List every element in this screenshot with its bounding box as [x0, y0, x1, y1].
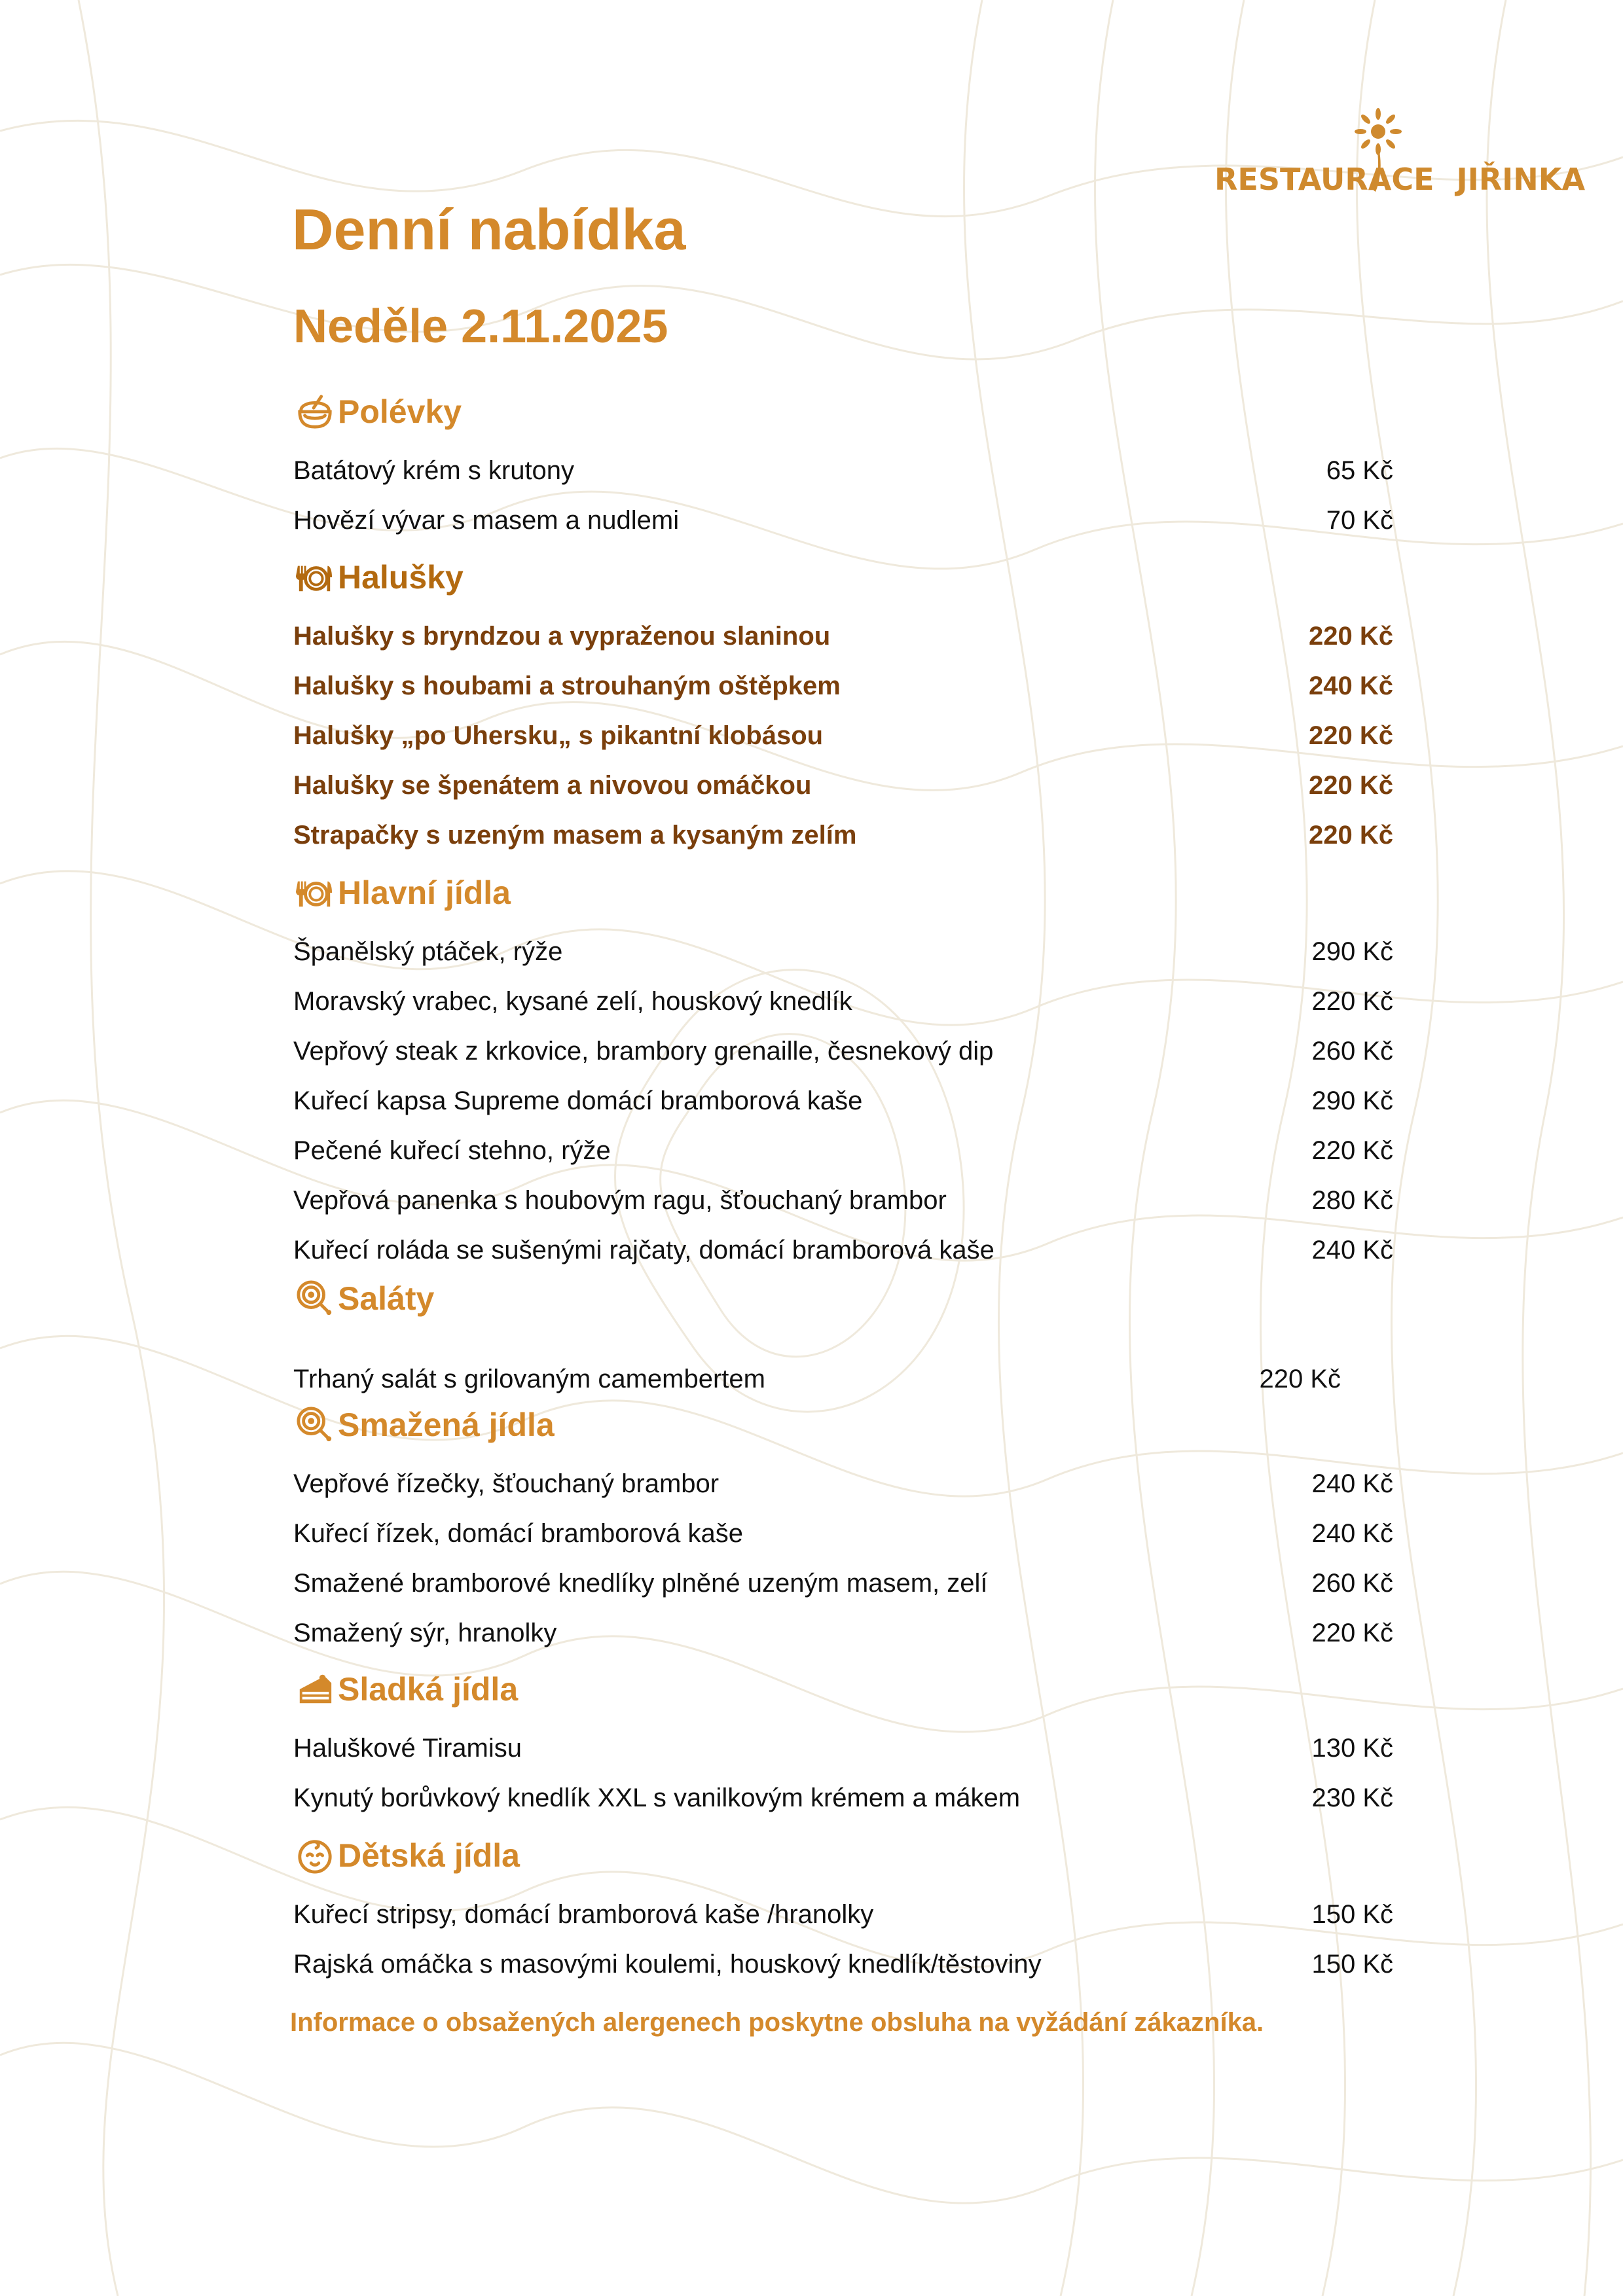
menu-item-name: Vepřové řízečky, šťouchaný brambor: [293, 1469, 720, 1498]
baby-face-icon: [296, 1837, 334, 1874]
menu-item: [293, 622, 1393, 661]
section-header: [296, 1837, 520, 1874]
plate-cutlery-icon: [296, 558, 334, 596]
menu-item-name: Moravský vrabec, kysané zelí, houskový knedlík: [293, 987, 852, 1016]
section-header: [296, 1670, 518, 1708]
menu-item-price: 220 Kč: [1259, 1365, 1341, 1393]
menu-item-name: Španělský ptáček, rýže: [293, 937, 563, 966]
menu-item-name: Smažený sýr, hranolky: [293, 1619, 557, 1647]
section-header: [296, 1406, 555, 1444]
menu-item-price: 150 Kč: [1311, 1950, 1393, 1979]
section-header: [296, 393, 462, 431]
menu-item-price: 220 Kč: [1309, 771, 1393, 800]
menu-item: [293, 672, 1393, 711]
menu-item-price: 260 Kč: [1311, 1569, 1393, 1598]
menu-item-name: Kuřecí roláda se sušenými rajčaty, domácí bramborová kaše: [293, 1236, 994, 1265]
menu-item-price: 260 Kč: [1311, 1037, 1393, 1066]
page-title: Denní nabídka: [292, 197, 686, 262]
menu-item-name: Kynutý borůvkový knedlík XXL s vanilkovým krémem a mákem: [293, 1784, 1021, 1812]
menu-item-price: 240 Kč: [1311, 1236, 1393, 1265]
frying-pan-egg-icon: [296, 1406, 334, 1444]
section-header: [296, 558, 464, 596]
section-title: Dětská jídla: [338, 1837, 520, 1874]
menu-item-price: 130 Kč: [1311, 1734, 1393, 1763]
menu-date: Neděle 2.11.2025: [293, 300, 668, 353]
section-title: Saláty: [338, 1280, 435, 1317]
section-title: Halušky: [338, 559, 464, 596]
menu-item: [293, 1900, 1393, 1939]
menu-item: [293, 1619, 1393, 1658]
logo-wordmark: [1214, 162, 1585, 197]
allergen-note: Informace o obsažených alergenech poskytne obsluha na vyžádání zákazníka.: [290, 2008, 1264, 2037]
menu-item: [293, 937, 1393, 977]
menu-item-name: Haluškové Tiramisu: [293, 1734, 522, 1763]
menu-item: [293, 1784, 1393, 1823]
menu-item-name: Smažené bramborové knedlíky plněné uzeným masem, zelí: [293, 1569, 988, 1598]
menu-item-price: 240 Kč: [1309, 672, 1393, 700]
menu-item: [293, 1136, 1393, 1175]
menu-item-price: 240 Kč: [1311, 1519, 1393, 1548]
menu-item-price: 220 Kč: [1309, 721, 1393, 750]
menu-item: [293, 1365, 1341, 1404]
menu-item-price: 230 Kč: [1311, 1784, 1393, 1812]
menu-item-name: Strapačky s uzeným masem a kysaným zelím: [293, 821, 857, 850]
menu-item-name: Halušky s houbami a strouhaným oštěpkem: [293, 672, 841, 700]
menu-item-name: Kuřecí kapsa Supreme domácí bramborová kaše: [293, 1086, 863, 1115]
menu-item: [293, 1086, 1393, 1126]
soup-bowl-icon: [296, 393, 334, 431]
menu-item: [293, 1519, 1393, 1558]
menu-item-name: Halušky „po Uhersku„ s pikantní klobásou: [293, 721, 824, 750]
menu-item-price: 290 Kč: [1311, 1086, 1393, 1115]
menu-item-price: 70 Kč: [1326, 506, 1393, 535]
section-title: Hlavní jídla: [338, 874, 511, 911]
plate-cutlery-icon: [296, 874, 334, 912]
menu-item: [293, 771, 1393, 810]
menu-item-name: Batátový krém s krutony: [293, 456, 575, 485]
frying-pan-egg-icon: [296, 1280, 334, 1318]
menu-item-price: 240 Kč: [1311, 1469, 1393, 1498]
menu-item: [293, 1569, 1393, 1608]
logo-text-right: JIŘINKA: [1456, 162, 1586, 197]
menu-item: [293, 1236, 1393, 1275]
menu-item-name: Vepřový steak z krkovice, brambory grenaille, česnekový dip: [293, 1037, 994, 1066]
menu-item: [293, 821, 1393, 860]
menu-item-price: 220 Kč: [1311, 1136, 1393, 1165]
menu-item-name: Pečené kuřecí stehno, rýže: [293, 1136, 611, 1165]
menu-item-name: Halušky se špenátem a nivovou omáčkou: [293, 771, 812, 800]
section-header: [296, 874, 511, 912]
menu-item-price: 290 Kč: [1311, 937, 1393, 966]
menu-item-price: 220 Kč: [1309, 622, 1393, 651]
menu-item-name: Trhaný salát s grilovaným camembertem: [293, 1365, 765, 1393]
section-title: Smažená jídla: [338, 1407, 555, 1443]
menu-item-name: Halušky s bryndzou a vypraženou slaninou: [293, 622, 831, 651]
menu-item-price: 280 Kč: [1311, 1186, 1393, 1215]
section-title: Polévky: [338, 393, 462, 430]
logo-text-left: RESTAURACE: [1214, 162, 1434, 197]
menu-item: [293, 456, 1393, 495]
menu-item-name: Hovězí vývar s masem a nudlemi: [293, 506, 680, 535]
restaurant-logo: [1214, 108, 1586, 200]
section-header: [296, 1280, 434, 1318]
menu-item-name: Kuřecí stripsy, domácí bramborová kaše /hranolky: [293, 1900, 874, 1929]
menu-item-name: Rajská omáčka s masovými koulemi, houskový knedlík/těstoviny: [293, 1950, 1042, 1979]
menu-item: [293, 1950, 1393, 1989]
menu-item-price: 65 Kč: [1326, 456, 1393, 485]
menu-item: [293, 1469, 1393, 1509]
menu-item: [293, 506, 1393, 545]
cake-slice-icon: [296, 1670, 334, 1708]
menu-item-name: Vepřová panenka s houbovým ragu, šťouchaný brambor: [293, 1186, 947, 1215]
menu-item-price: 220 Kč: [1311, 987, 1393, 1016]
menu-item-price: 150 Kč: [1311, 1900, 1393, 1929]
menu-item-price: 220 Kč: [1311, 1619, 1393, 1647]
menu-item: [293, 1037, 1393, 1076]
section-title: Sladká jídla: [338, 1671, 519, 1708]
menu-item: [293, 1734, 1393, 1773]
menu-item-name: Kuřecí řízek, domácí bramborová kaše: [293, 1519, 743, 1548]
menu-item: [293, 721, 1393, 761]
menu-item-price: 220 Kč: [1309, 821, 1393, 850]
menu-item: [293, 987, 1393, 1026]
menu-item: [293, 1186, 1393, 1225]
